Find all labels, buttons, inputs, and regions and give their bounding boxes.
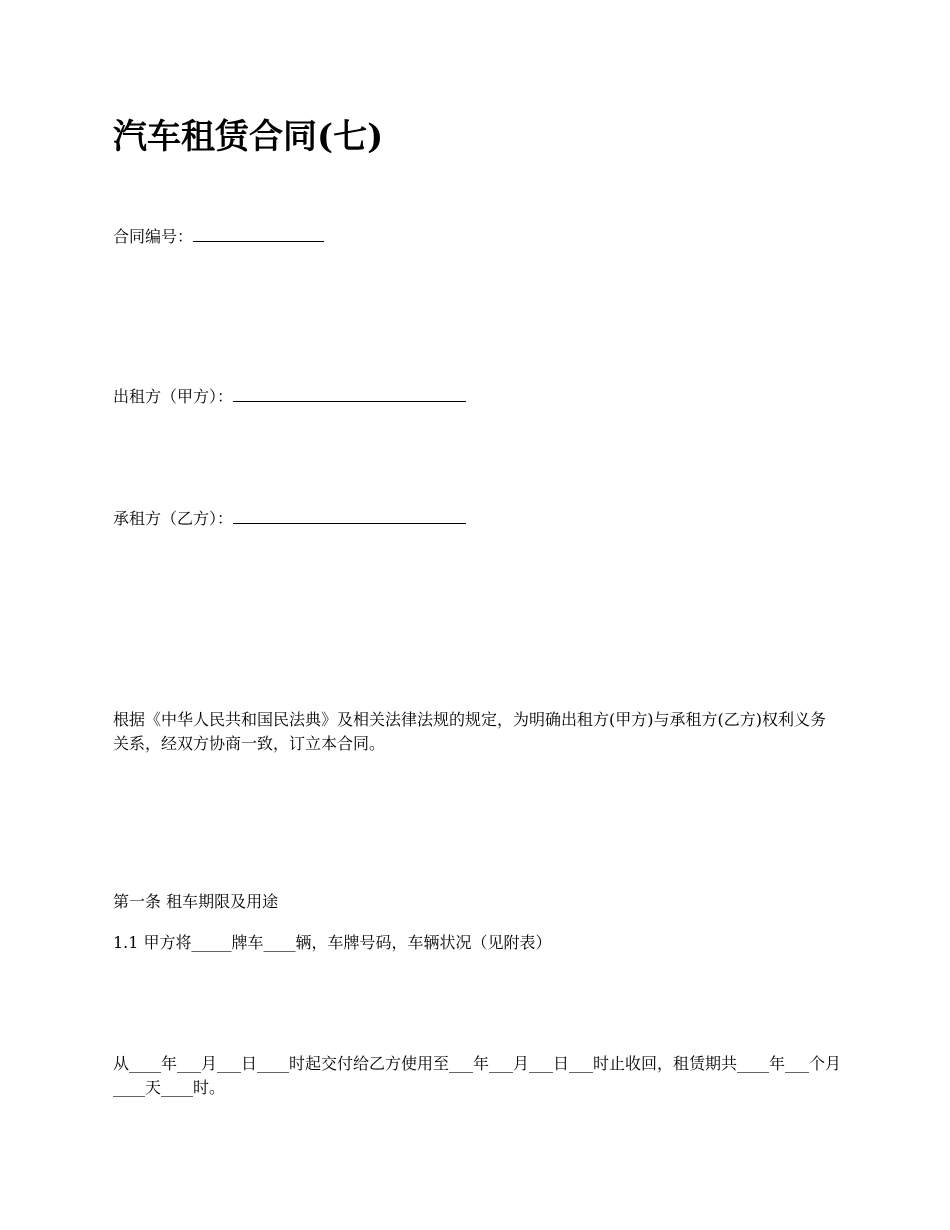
lessee-blank xyxy=(233,506,466,524)
contract-number-row xyxy=(113,224,843,249)
lessor-row xyxy=(113,384,843,409)
lessee-row xyxy=(113,506,843,531)
lessor-label: 出租方（甲方）： xyxy=(113,387,234,406)
lessee-label: 承租方（乙方）： xyxy=(113,509,234,528)
contract-number-blank xyxy=(193,224,324,242)
lessor-blank xyxy=(233,384,466,402)
preamble-paragraph: 根据《中华人民共和国民法典》及相关法律法规的规定，为明确出租方(甲方)与承租方(乙方)权利义务关系，经双方协商一致，订立本合同。 xyxy=(113,710,826,753)
document-title: 汽车租赁合同(七) xyxy=(113,117,384,157)
article-1-heading: 第一条 租车期限及用途 xyxy=(113,892,279,911)
term-paragraph: 从____年___月___日____时起交付给乙方使用至___年___月___日___时止收回，租赁期共____年___个月____天____时。 xyxy=(113,1054,842,1097)
clause-1-1: 1.1 甲方将_____牌车____辆，车牌号码，车辆状况（见附表） xyxy=(113,933,552,952)
contract-number-label: 合同编号： xyxy=(113,227,194,246)
